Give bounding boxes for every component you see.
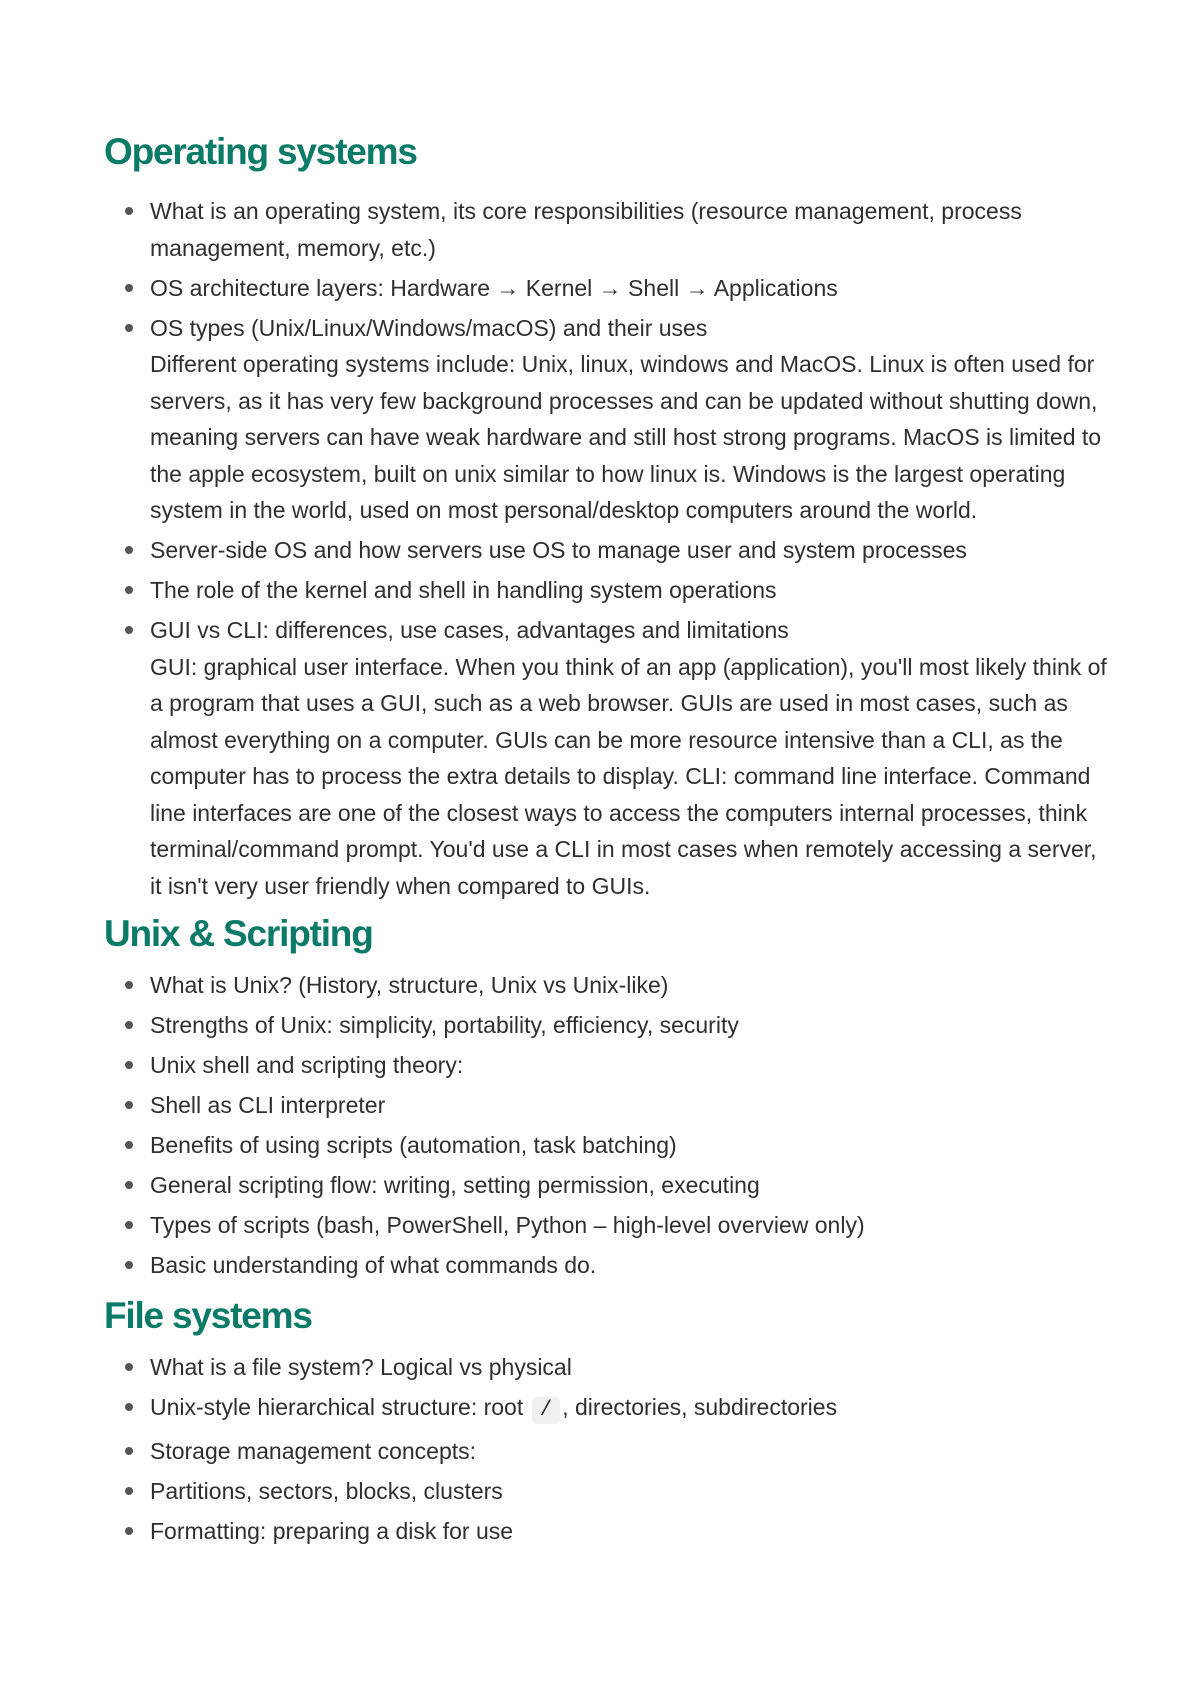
heading-file-systems: File systems [104, 1294, 312, 1336]
heading-unix-scripting: Unix & Scripting [104, 913, 373, 954]
bullet-icon [125, 1021, 133, 1029]
list-item-text: What is an operating system, its core responsibilities (resource management, process management, memory, etc.) [150, 198, 1022, 261]
bullet-icon [125, 586, 133, 594]
list-item-text: General scripting flow: writing, setting permission, executing [150, 1172, 760, 1198]
list-item-text: GUI vs CLI: differences, use cases, advantages and limitations [150, 617, 789, 643]
list-item [104, 1127, 1110, 1164]
list-item-text: What is a file system? Logical vs physical [150, 1353, 572, 1380]
list-item [104, 612, 1110, 904]
list-item [104, 572, 1110, 609]
list-item [104, 1389, 1110, 1430]
list-item-text: What is Unix? (History, structure, Unix vs Unix-like) [150, 972, 669, 998]
list-item-text: OS architecture layers: Hardware → Kernel → Shell → Applications [150, 274, 838, 301]
bullet-icon [125, 1363, 133, 1371]
list-item-text: Shell as CLI interpreter [150, 1092, 386, 1118]
list-item [104, 1473, 1110, 1510]
bullet-icon [125, 324, 133, 332]
list-item-text: Benefits of using scripts (automation, task batching) [150, 1132, 677, 1158]
list-item [104, 1087, 1110, 1124]
bullet-icon [125, 1061, 133, 1069]
heading-operating-systems: Operating systems [104, 131, 417, 172]
list-item [104, 1247, 1110, 1284]
bullet-icon [125, 1527, 133, 1535]
section-operating-systems [104, 128, 1110, 904]
list-item-text: Basic understanding of what commands do. [150, 1252, 597, 1278]
list-item [104, 1513, 1110, 1550]
list-item-text: Partitions, sectors, blocks, clusters [150, 1477, 503, 1504]
list-item [104, 270, 1110, 307]
bullet-icon [125, 1141, 133, 1149]
bullet-icon [125, 1447, 133, 1455]
bullet-icon [125, 1101, 133, 1109]
list-item-detail: Different operating systems include: Unix, linux, windows and MacOS. Linux is often used for servers, as it has very few background processes and can be updated without shutting down, meaning servers can have weak hardware and still host strong programs. MacOS is limited to the apple ecosystem, built on unix similar to how linux is. Windows is the largest operating system in the world, used on most personal/desktop computers around the world. [150, 351, 1102, 523]
bullet-icon [125, 546, 133, 554]
section-file-systems [104, 1292, 1110, 1550]
bullet-icon [125, 284, 133, 292]
inline-code-root: / [532, 1397, 561, 1424]
list-item [104, 310, 1110, 529]
list-item [104, 1007, 1110, 1044]
list-item-text: Storage management concepts: [150, 1437, 477, 1464]
section-unix-scripting [104, 910, 1110, 1284]
list-item [104, 1167, 1110, 1204]
list-item-text [150, 1389, 1110, 1430]
bullet-icon [125, 207, 133, 215]
bullet-icon [125, 626, 133, 634]
list-item-text: Unix shell and scripting theory: [150, 1052, 464, 1078]
list-item [104, 532, 1110, 569]
fs-bullet-list [104, 1349, 1110, 1550]
list-item [104, 1349, 1110, 1386]
os-bullet-list [104, 193, 1110, 904]
list-item-text-before: Unix-style hierarchical structure: root [150, 1393, 524, 1420]
list-item [104, 967, 1110, 1004]
list-item-detail: GUI: graphical user interface. When you think of an app (application), you'll most likely think of a program that uses a GUI, such as a web browser. GUIs are used in most cases, such as almost everything on a computer. GUIs can be more resource intensive than a CLI, as the computer has to process the extra details to display. CLI: command line interface. Command line interfaces are one of the closest ways to access the computers internal processes, think terminal/command prompt. You'd use a CLI in most cases when remotely accessing a server, it isn't very user friendly when compared to GUIs. [150, 653, 1107, 899]
list-item [104, 1207, 1110, 1244]
list-item-text-after: , directories, subdirectories [562, 1393, 838, 1420]
bullet-icon [125, 1221, 133, 1229]
list-item-text: Strengths of Unix: simplicity, portability, efficiency, security [150, 1012, 739, 1038]
list-item [104, 1047, 1110, 1084]
bullet-icon [125, 1261, 133, 1269]
list-item-text: Types of scripts (bash, PowerShell, Python – high-level overview only) [150, 1212, 865, 1238]
bullet-icon [125, 1181, 133, 1189]
bullet-icon [125, 981, 133, 989]
list-item [104, 1433, 1110, 1470]
list-item-text: Formatting: preparing a disk for use [150, 1517, 514, 1544]
list-item [104, 193, 1110, 266]
list-item-text: Server-side OS and how servers use OS to manage user and system processes [150, 537, 967, 563]
list-item-text: OS types (Unix/Linux/Windows/macOS) and their uses [150, 314, 708, 341]
list-item-text: The role of the kernel and shell in handling system operations [150, 577, 777, 603]
bullet-icon [125, 1403, 133, 1411]
unix-bullet-list [104, 967, 1110, 1284]
bullet-icon [125, 1487, 133, 1495]
